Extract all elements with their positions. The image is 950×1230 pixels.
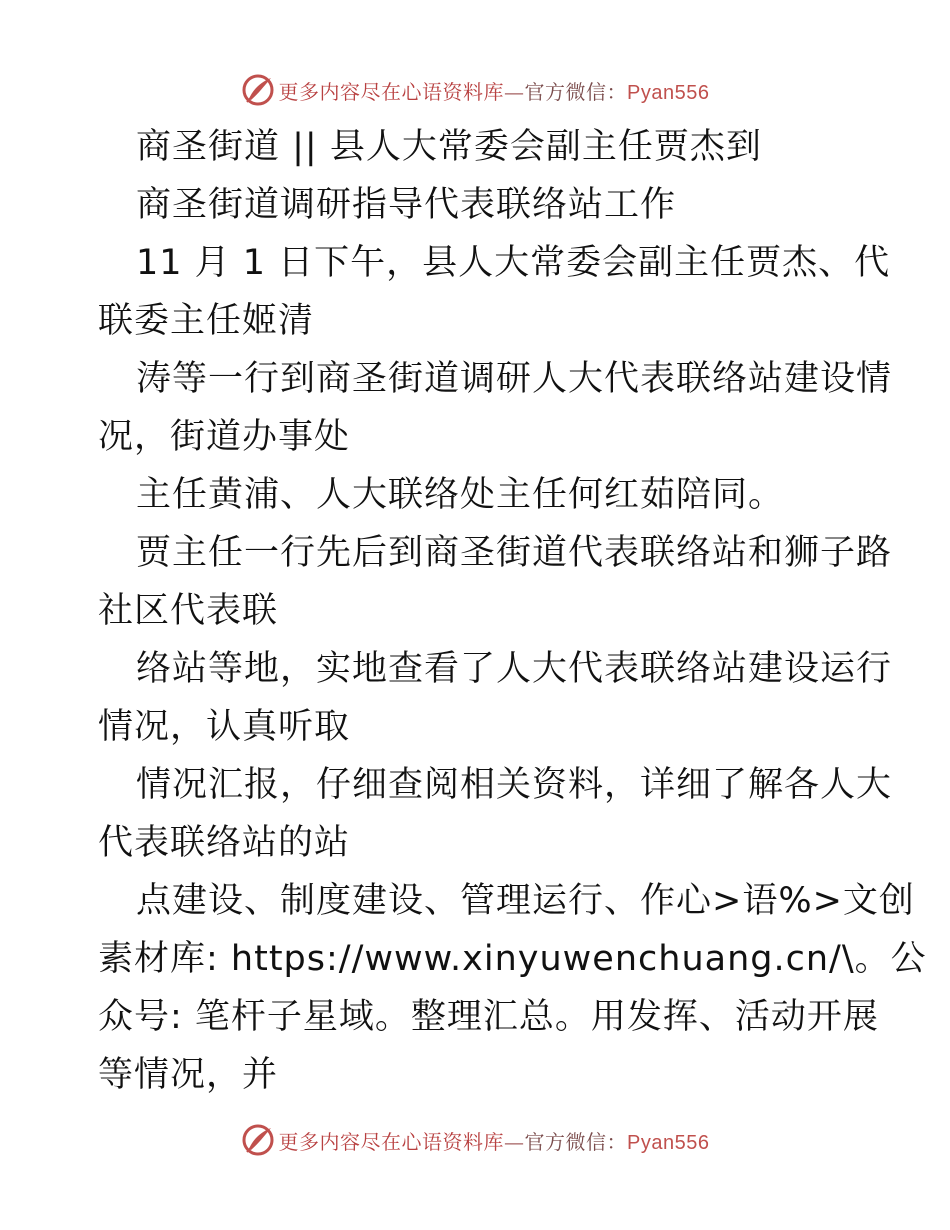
footer-banner-text (279, 1126, 710, 1155)
footer-banner-dash: — (504, 1129, 525, 1154)
footer-banner-main: 更多内容尽在心语资料库 (278, 1129, 505, 1154)
article-line: 情况，认真听取 (98, 707, 351, 747)
article-line: 代表联络站的站 (98, 823, 351, 863)
feather-logo-icon (241, 73, 275, 107)
article-line: 社区代表联 (98, 591, 279, 631)
header-banner-wechat: 官方微信： (524, 79, 628, 104)
article-line: 点建设、制度建设、管理运行、作心>语%>文创 (136, 881, 915, 921)
footer-banner (0, 1120, 950, 1160)
article-title-line-2: 商圣街道调研指导代表联络站工作 (136, 185, 677, 225)
article-line: 联委主任姬清 (98, 301, 315, 341)
article-line: 素材库: https://www.xinyuwenchuang.cn/\。公 (98, 939, 927, 979)
article-line: 涛等一行到商圣街道调研人大代表联络站建设情 (136, 359, 893, 399)
header-banner (0, 70, 950, 110)
article-line: 贾主任一行先后到商圣街道代表联络站和狮子路 (136, 533, 893, 573)
article-body (98, 118, 927, 1104)
footer-banner-id: Pyan556 (627, 1131, 710, 1154)
article-line: 等情况，并 (98, 1055, 279, 1095)
header-banner-text (279, 76, 710, 105)
article-line: 络站等地，实地查看了人大代表联络站建设运行 (136, 649, 893, 689)
header-banner-main: 更多内容尽在心语资料库 (278, 79, 505, 104)
article-line: 众号: 笔杆子星域。整理汇总。用发挥、活动开展 (98, 997, 879, 1037)
article-line: 11 月 1 日下午，县人大常委会副主任贾杰、代 (136, 243, 891, 283)
feather-logo-icon (241, 1123, 275, 1157)
article-title-line-1: 商圣街道 || 县人大常委会副主任贾杰到 (136, 127, 762, 167)
article-line: 况，街道办事处 (98, 417, 351, 457)
footer-banner-wechat: 官方微信： (524, 1129, 628, 1154)
header-banner-id: Pyan556 (627, 81, 710, 104)
article-line: 主任黄浦、人大联络处主任何红茹陪同。 (136, 475, 785, 515)
header-banner-dash: — (504, 79, 525, 104)
article-line: 情况汇报，仔细查阅相关资料，详细了解各人大 (136, 765, 893, 805)
